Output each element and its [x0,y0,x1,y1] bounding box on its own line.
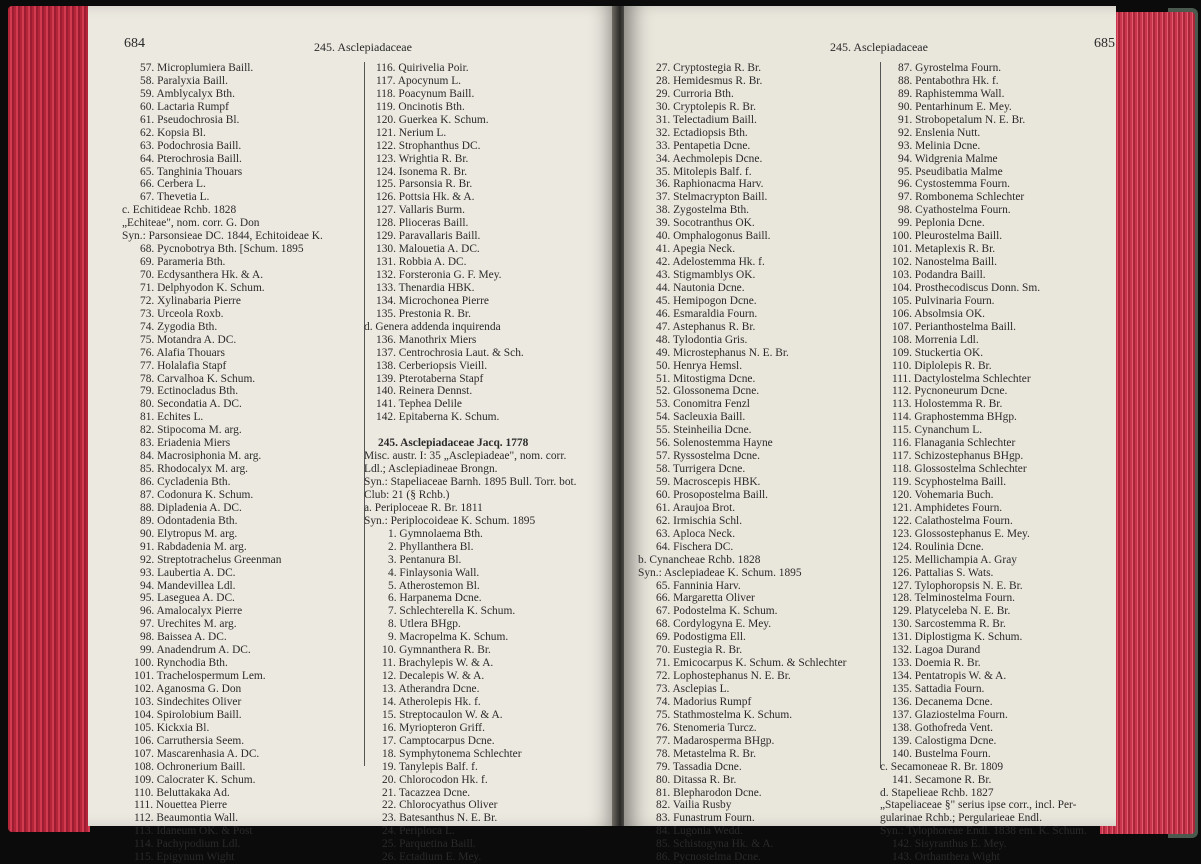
entry-line: 48. Tylodontia Gris. [656,333,748,346]
entry-line: 85. Rhodocalyx M. arg. [140,463,248,476]
entry-line: 128. Plioceras Baill. [376,217,469,230]
entry-line: 70. Ecdysanthera Hk. & A. [140,269,264,281]
entry-line: 35. Mitolepis Balf. f. [656,165,752,178]
entry-line: 140. Reinera Dennst. [376,385,473,398]
entry-line: 83. Funastrum Fourn. [656,812,755,825]
entry-line: 65. Fanninia Harv. [656,579,741,592]
entry-line: 21. Tacazzea Dcne. [382,786,471,799]
entry-line: 11. Brachylepis W. & A. [382,657,494,670]
entry-line: 41. Apegia Neck. [656,243,736,256]
entry-line: 120. Guerkea K. Schum. [376,113,489,126]
entry-line: 143. Orthanthera Wight [892,851,1000,864]
entry-line: 87. Gyrostelma Fourn. [898,62,1002,74]
entry-line: 80. Ditassa R. Br. [656,773,737,786]
entry-line: 87. Codonura K. Schum. [140,488,254,501]
entry-line: 69. Podostigma Ell. [656,631,746,644]
entry-line: 132. Lagoa Durand [892,644,981,657]
entry-line: 116. Quirivelia Poir. [376,62,469,74]
entry-line: 107. Perianthostelma Baill. [892,320,1017,333]
entry-line: 113. Idaneum OK. & Post [134,825,253,838]
entry-line: 96. Cystostemma Fourn. [898,178,1011,191]
entry-line: 132. Forsteronia G. F. Mey. [376,269,502,281]
entry-line: 86. Pycnostelma Dcne. [656,851,762,864]
entry-line [364,424,577,437]
entry-line: 78. Metastelma R. Br. [656,747,756,760]
entry-line: 105. Pulvinaria Fourn. [892,294,995,307]
entry-line: Syn.: Tylophoreae Endl. 1838 em. K. Schum. [880,825,1087,838]
entry-line: 97. Urechites M. arg. [140,618,237,631]
entry-line: 119. Oncinotis Bth. [376,100,465,113]
entry-line: 54. Sacleuxia Baill. [656,411,746,424]
entry-line: 79. Ectinocladus Bth. [140,385,239,398]
entry-line: 20. Chlorocodon Hk. f. [382,773,488,786]
entry-line: 125. Mellichampia A. Gray [892,553,1017,566]
entry-line: 124. Roulinia Dcne. [892,540,984,553]
entry-line: 56. Solenostemma Hayne [656,437,773,450]
entry-line: 98. Baissea A. DC. [140,631,227,644]
entry-line: 64. Pterochrosia Baill. [140,152,242,165]
entry-line: 26. Ectadium E. Mey. [382,851,482,864]
entry-line: 57. Ryssostelma Dcne. [656,450,760,463]
entry-line: 78. Carvalhoa K. Schum. [140,372,256,385]
entry-line: 90. Elytropus M. arg. [140,527,238,540]
entry-line: 16. Myriopteron Griff. [382,721,485,734]
entry-line: 75. Stathmostelma K. Schum. [656,708,793,721]
entry-line: 106. Absolmsia OK. [892,307,986,320]
entry-line: 140. Bustelma Fourn. [892,747,991,760]
entry-line: 127. Tylophoropsis N. E. Br. [892,579,1023,592]
entry-line: 22. Chlorocyathus Oliver [382,799,498,812]
entry-line: c. Secamoneae R. Br. 1809 [880,760,1004,773]
entry-line: 105. Kickxia Bl. [134,721,210,734]
entry-line: 85. Schistogyna Hk. & A. [656,838,774,851]
entry-line: 115. Epigynum Wight [134,851,235,864]
entry-line: 116. Flanagania Schlechter [892,437,1016,450]
entry-line: 23. Batesanthus N. E. Br. [382,812,498,825]
entry-line: 134. Pentatropis W. & A. [892,670,1007,683]
entry-line: 9. Macropelma K. Schum. [388,631,509,644]
entry-line: 32. Ectadiopsis Bth. [656,126,748,139]
page-number-right: 685 [1094,36,1115,51]
entry-line: 1. Gymnolaema Bth. [388,527,483,540]
entry-line: 139. Pterotaberna Stapf [376,372,484,385]
entry-line: 142. Sisyranthus E. Mey. [892,838,1007,851]
entry-line: 24. Periploca L. [382,825,455,838]
entry-line: 46. Esmaraldia Fourn. [656,307,758,320]
entry-line: 3. Pentanura Bl. [388,553,462,566]
entry-line: 84. Lugonia Wedd. [656,825,743,838]
entry-line: 47. Astephanus R. Br. [656,320,756,333]
entry-line: 71. Delphyodon K. Schum. [140,281,265,294]
entry-line: 19. Tanylepis Balf. f. [382,760,478,773]
entry-line: 109. Stuckertia OK. [892,346,984,359]
entry-line: Syn.: Periplocoideae K. Schum. 1895 [364,514,536,527]
entry-line: 122. Strophanthus DC. [376,139,481,152]
entry-line: c. Echitideae Rchb. 1828 [122,204,237,217]
entry-line: 135. Prestonia R. Br. [376,307,471,320]
entry-line: 63. Podochrosia Baill. [140,139,242,152]
entry-line: 45. Hemipogon Dcne. [656,294,757,307]
entry-line: 61. Pseudochrosia Bl. [140,113,240,126]
entry-line: Syn.: Stapeliaceae Barnh. 1895 Bull. Torr. bot. [364,476,577,488]
entry-line: 112. Beaumontia Wall. [134,812,239,825]
left-page [88,6,618,864]
page-number-left: 684 [124,36,145,51]
entry-line: 74. Madorius Rumpf [656,695,752,708]
entry-line: 5. Atherostemon Bl. [388,579,480,592]
entry-line: 58. Turrigera Dcne. [656,463,746,476]
entry-line: 53. Conomitra Fenzl [656,398,750,411]
entry-line: „Echiteae", nom. corr. G. Don [122,217,260,230]
entry-line: 135. Sattadia Fourn. [892,683,985,695]
entry-line: 81. Echites L. [140,411,204,424]
entry-line: „Stapeliaceae §" serius ipse corr., incl. Per- [880,799,1077,812]
entry-line: a. Periploceae R. Br. 1811 [364,501,483,514]
entry-line: 138. Cerberiopsis Vieill. [376,359,488,372]
entry-line: 76. Stenomeria Turcz. [656,721,757,734]
entry-line: 61. Araujoa Brot. [656,501,736,514]
entry-line: 58. Paralyxia Baill. [140,74,228,87]
book-page-edges-left [8,6,90,832]
entry-line: 125. Parsonsia R. Br. [376,178,473,191]
entry-line: 131. Diplostigma K. Schum. [892,631,1023,644]
entry-line: 117. Apocynum L. [376,74,462,87]
entry-line: 37. Stelmacrypton Baill. [656,191,768,204]
entry-line: 18. Symphytonema Schlechter [382,747,522,760]
entry-line: 66. Cerbera L. [140,178,206,191]
entry-line: 98. Cyathostelma Fourn. [898,204,1011,217]
entry-line: 72. Xylinabaria Pierre [140,294,241,307]
entry-line: 25. Parquetina Baill. [382,838,476,851]
entry-line: 13. Atherandra Dcne. [382,683,480,695]
entry-line: gularinae Rchb.; Pergularieae Endl. [880,812,1043,825]
entry-line: 134. Microchonea Pierre [376,294,489,307]
entry-line: 74. Zygodia Bth. [140,320,218,333]
entry-line: 91. Rabdadenia M. arg. [140,540,247,553]
entry-line: 117. Schizostephanus BHgp. [892,450,1024,463]
entry-line: 110. Diplolepis R. Br. [892,359,992,372]
entry-line: 245. Asclepiadaceae Jacq. 1778 [378,437,529,450]
entry-line: 111. Dactylostelma Schlechter [892,372,1031,385]
entry-line: 59. Amblycalyx Bth. [140,87,235,100]
entry-line: 10. Gymnanthera R. Br. [382,644,491,657]
entry-line: Misc. austr. I: 35 „Asclepiadeae", nom. corr. [364,450,567,463]
entry-line: 124. Isonema R. Br. [376,165,468,178]
entry-line: 27. Cryptostegia R. Br. [656,62,762,74]
entry-line: 36. Raphionacma Harv. [656,178,764,191]
entry-line: 126. Pattalias S. Wats. [892,566,994,579]
entry-line: 64. Fischera DC. [656,540,734,553]
entry-line: 83. Eriadenia Miers [140,437,231,450]
entry-line: 136. Manothrix Miers [376,333,477,346]
entry-line: 88. Pentabothra Hk. f. [898,74,999,87]
entry-line: 122. Calathostelma Fourn. [892,514,1013,527]
entry-line: 92. Streptotrachelus Greenman [140,553,282,566]
entry-line: 28. Hemidesmus R. Br. [656,74,763,87]
entry-line: 129. Paravallaris Baill. [376,230,481,243]
entry-line: 29. Curroria Bth. [656,87,734,100]
entry-line: 60. Prosopostelma Baill. [656,488,769,501]
entry-line: b. Cynancheae Rchb. 1828 [638,553,761,566]
entry-line: 142. Epitaberna K. Schum. [376,411,500,424]
entry-line: 130. Malouetia A. DC. [376,243,480,256]
entry-line: 69. Parameria Bth. [140,256,226,269]
entry-line: 133. Doemia R. Br. [892,657,981,670]
entry-line: 110. Beluttakaka Ad. [134,786,230,799]
entry-line: 128. Telminostelma Fourn. [892,592,1016,605]
entry-line: 118. Poacynum Baill. [376,87,475,100]
entry-line: 14. Atherolepis Hk. f. [382,695,481,708]
entry-line: 34. Aechmolepis Dcne. [656,152,763,165]
entry-line: 72. Lophostephanus N. E. Br. [656,670,791,683]
entry-line: 77. Holalafia Stapf [140,359,227,372]
entry-line: 104. Prosthecodiscus Donn. Sm. [892,281,1041,294]
right-page-column-1 [638,62,846,864]
entry-line: 81. Blepharodon Dcne. [656,786,762,799]
left-page-column-2 [364,62,577,864]
entry-line: 7. Schlechterella K. Schum. [388,605,516,618]
entry-line: 80. Secondatia A. DC. [140,398,242,411]
entry-line: 127. Vallaris Burm. [376,204,466,217]
entry-line: 71. Emicocarpus K. Schum. & Schlechter [656,657,847,670]
entry-line: 136. Decanema Dcne. [892,695,993,708]
entry-line: 77. Madarosperma BHgp. [656,734,775,747]
entry-line: 65. Tanghinia Thouars [140,165,243,178]
right-page [624,6,1116,864]
entry-line: 62. Kopsia Bl. [140,126,206,139]
entry-line: 138. Gothofreda Vent. [892,721,994,734]
entry-line: 141. Secamone R. Br. [892,773,992,786]
entry-line: 31. Telectadium Baill. [656,113,757,126]
entry-line: 30. Cryptolepis R. Br. [656,100,756,113]
entry-line: 79. Tassadia Dcne. [656,760,742,773]
entry-line: Syn.: Asclepiadeae K. Schum. 1895 [638,566,802,579]
entry-line: 113. Holostemma R. Br. [892,398,1003,411]
entry-line: 67. Thevetia L. [140,191,210,204]
entry-line: 121. Nerium L. [376,126,447,139]
entry-line: 123. Glossostephanus E. Mey. [892,527,1030,540]
entry-line: 73. Asclepias L. [656,683,730,695]
entry-line: 130. Sarcostemma R. Br. [892,618,1006,631]
right-page-column-2 [880,62,1087,864]
entry-line: 123. Wrightia R. Br. [376,152,469,165]
entry-line: 73. Urceola Roxb. [140,307,224,320]
entry-line: 43. Stigmamblys OK. [656,269,756,281]
entry-line: Club: 21 (§ Rchb.) [364,488,450,501]
entry-line: 115. Cynanchum L. [892,424,983,437]
entry-line: 59. Macroscepis HBK. [656,476,761,488]
entry-line: d. Stapelieae Rchb. 1827 [880,786,994,799]
entry-line: 49. Microstephanus N. E. Br. [656,346,789,359]
entry-line: 108. Ochronerium Baill. [134,760,246,773]
entry-line: 103. Podandra Baill. [892,269,986,281]
entry-line: 94. Widgrenia Malme [898,152,998,165]
entry-line: 44. Nautonia Dcne. [656,281,745,294]
entry-line: 89. Raphistemma Wall. [898,87,1005,100]
entry-line: 112. Pycnoneurum Dcne. [892,385,1008,398]
entry-line: 95. Laseguea A. DC. [140,592,235,605]
entry-line: Ldl.; Asclepiadineae Brongn. [364,463,498,476]
entry-line: 6. Harpanema Dcne. [388,592,482,605]
entry-line: 88. Dipladenia A. DC. [140,501,242,514]
left-page-column-1 [122,62,323,864]
entry-line: 68. Cordylogyna E. Mey. [656,618,772,631]
entry-line: 17. Camptocarpus Dcne. [382,734,495,747]
entry-line: 119. Scyphostelma Baill. [892,476,1007,488]
entry-line: 94. Mandevillea Ldl. [140,579,236,592]
entry-line: 63. Aploca Neck. [656,527,736,540]
entry-line: 82. Vailia Rusby [656,799,732,812]
entry-line: 99. Peplonia Dcne. [898,217,985,230]
entry-line: 52. Glossonema Dcne. [656,385,760,398]
entry-line: 50. Henrya Hemsl. [656,359,743,372]
entry-line: 62. Irmischia Schl. [656,514,743,527]
entry-line: 2. Phyllanthera Bl. [388,540,474,553]
entry-line: 100. Rynchodia Bth. [134,657,228,670]
entry-line: 93. Melinia Dcne. [898,139,981,152]
entry-line: 102. Nanostelma Baill. [892,256,998,269]
entry-line: 99. Anadendrum A. DC. [140,644,251,657]
entry-line: 114. Pachypodium Ldl. [134,838,241,851]
entry-line: 131. Robbia A. DC. [376,256,467,269]
running-head-right: 245. Asclepiadaceae [830,40,928,54]
entry-line: 51. Mitostigma Dcne. [656,372,756,385]
entry-line: d. Genera addenda inquirenda [364,320,501,333]
entry-line: 103. Sindechites Oliver [134,695,242,708]
entry-line: 96. Amalocalyx Pierre [140,605,243,618]
entry-line: 90. Pentarhinum E. Mey. [898,100,1012,113]
entry-line: 33. Pentapetia Dcne. [656,139,751,152]
entry-line: 108. Morrenia Ldl. [892,333,979,346]
entry-line: 137. Centrochrosia Laut. & Sch. [376,346,524,359]
entry-line: 60. Lactaria Rumpf [140,100,229,113]
entry-line: 133. Thenardia HBK. [376,281,475,294]
entry-line: 67. Podostelma K. Schum. [656,605,778,618]
entry-line: 120. Vohemaria Buch. [892,488,994,501]
entry-line: 102. Aganosma G. Don [134,683,242,695]
entry-line: 93. Laubertia A. DC. [140,566,236,579]
entry-line: 121. Amphidetes Fourn. [892,501,1003,514]
entry-line: 38. Zygostelma Bth. [656,204,750,217]
entry-line: 42. Adelostemma Hk. f. [656,256,765,269]
entry-line: 126. Pottsia Hk. & A. [376,191,475,204]
entry-line: 95. Pseudibatia Malme [898,165,1003,178]
entry-line: 118. Glossostelma Schlechter [892,463,1027,476]
entry-line: 104. Spirolobium Baill. [134,708,242,721]
entry-line: 107. Mascarenhasia A. DC. [134,747,260,760]
entry-line: 91. Strobopetalum N. E. Br. [898,113,1026,126]
entry-line: 92. Enslenia Nutt. [898,126,981,139]
entry-line: 15. Streptocaulon W. & A. [382,708,503,721]
entry-line: 109. Calocrater K. Schum. [134,773,256,786]
entry-line: 75. Motandra A. DC. [140,333,237,346]
entry-line: 66. Margaretta Oliver [656,592,755,605]
entry-line: 8. Utlera BHgp. [388,618,461,631]
entry-line: 141. Tephea Delile [376,398,462,411]
entry-line: 57. Microplumiera Baill. [140,62,254,74]
entry-line: 101. Metaplexis R. Br. [892,243,996,256]
entry-line: 76. Alafia Thouars [140,346,225,359]
entry-line: 101. Trachelospermum Lem. [134,670,266,683]
entry-line: 84. Macrosiphonia M. arg. [140,450,262,463]
entry-line: 137. Glaziostelma Fourn. [892,708,1008,721]
entry-line: 89. Odontadenia Bth. [140,514,238,527]
entry-line: 4. Finlaysonia Wall. [388,566,480,579]
entry-line: 55. Steinheilia Dcne. [656,424,752,437]
entry-line: 114. Graphostemma BHgp. [892,411,1017,424]
entry-line: 129. Platyceleba N. E. Br. [892,605,1011,618]
entry-line: 111. Nouettea Pierre [134,799,228,812]
entry-line: 139. Calostigma Dcne. [892,734,997,747]
entry-line: 68. Pycnobotrya Bth. [Schum. 1895 [140,243,304,256]
entry-line: 100. Pleurostelma Baill. [892,230,1003,243]
entry-line: Syn.: Parsonsieae DC. 1844, Echitoideae K. [122,230,323,243]
entry-line: 106. Carruthersia Seem. [134,734,245,747]
entry-line: 82. Stipocoma M. arg. [140,424,242,437]
entry-line: 12. Decalepis W. & A. [382,670,485,683]
entry-line: 70. Eustegia R. Br. [656,644,743,657]
running-head-left: 245. Asclepiadaceae [314,40,412,54]
entry-line: 97. Rombonema Schlechter [898,191,1025,204]
entry-line: 39. Socotranthus OK. [656,217,755,230]
entry-line: 86. Cycladenia Bth. [140,476,231,488]
entry-line: 40. Omphalogonus Baill. [656,230,771,243]
